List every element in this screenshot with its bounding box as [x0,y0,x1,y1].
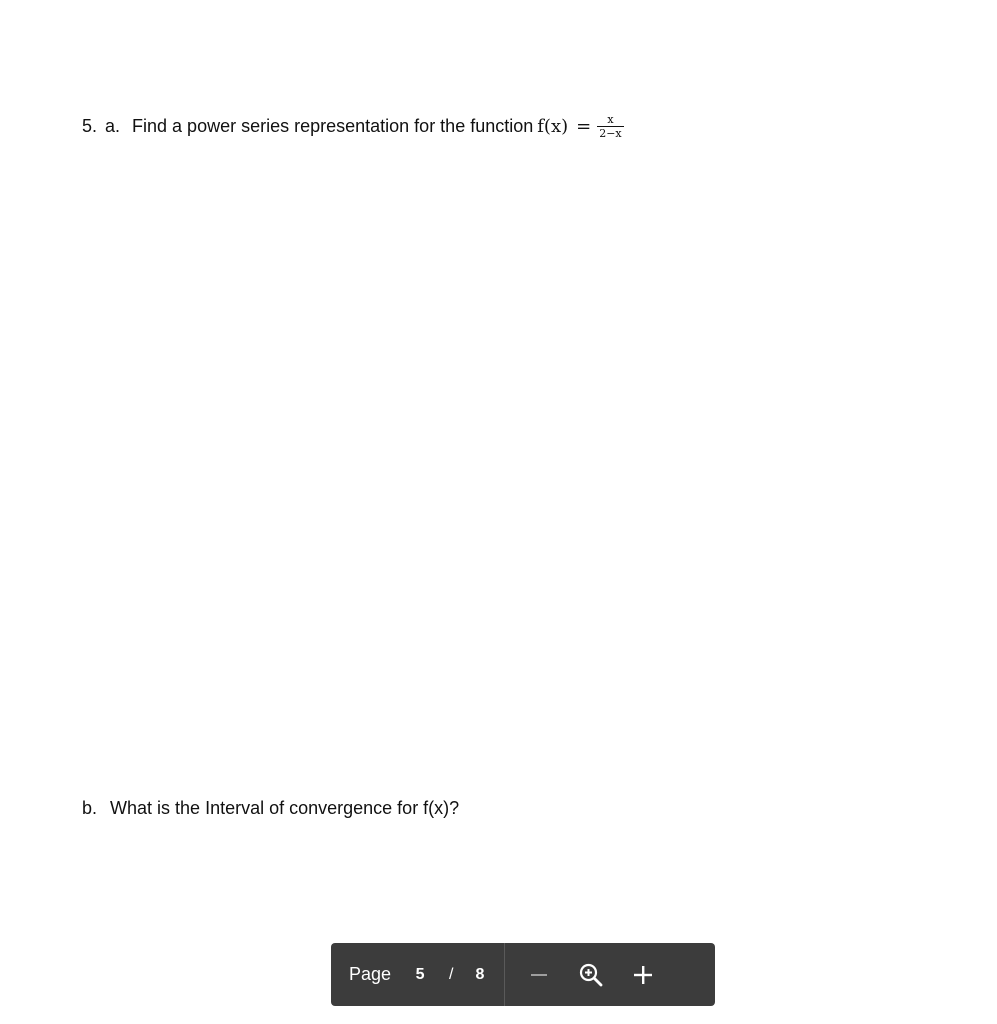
current-page-input[interactable]: 5 [415,965,425,983]
toolbar-divider [504,943,505,1006]
pdf-page-toolbar [331,943,715,1006]
function-fraction [597,113,623,140]
total-pages: 8 [475,965,485,983]
question-part-b: b. [82,798,98,818]
zoom-out-button[interactable] [519,955,559,995]
question-part-a: a. [105,116,121,136]
zoom-in-icon [632,964,654,986]
question-a [82,113,624,140]
function-lhs: f(x) [537,116,569,137]
page-separator: / [449,965,454,983]
question-b [82,798,459,819]
fraction-denominator: 2−x [599,127,622,140]
fraction-numerator: x [607,113,614,126]
page-label: Page [349,964,392,984]
question-a-text: Find a power series representation for the function [132,116,534,136]
zoom-fit-icon [578,962,604,988]
zoom-out-icon [529,965,549,985]
question-b-text: What is the Interval of convergence for f(x)? [110,798,460,818]
equals-sign: = [576,116,592,137]
zoom-in-button[interactable] [623,955,663,995]
question-number: 5. [82,116,98,136]
zoom-fit-button[interactable] [571,955,611,995]
